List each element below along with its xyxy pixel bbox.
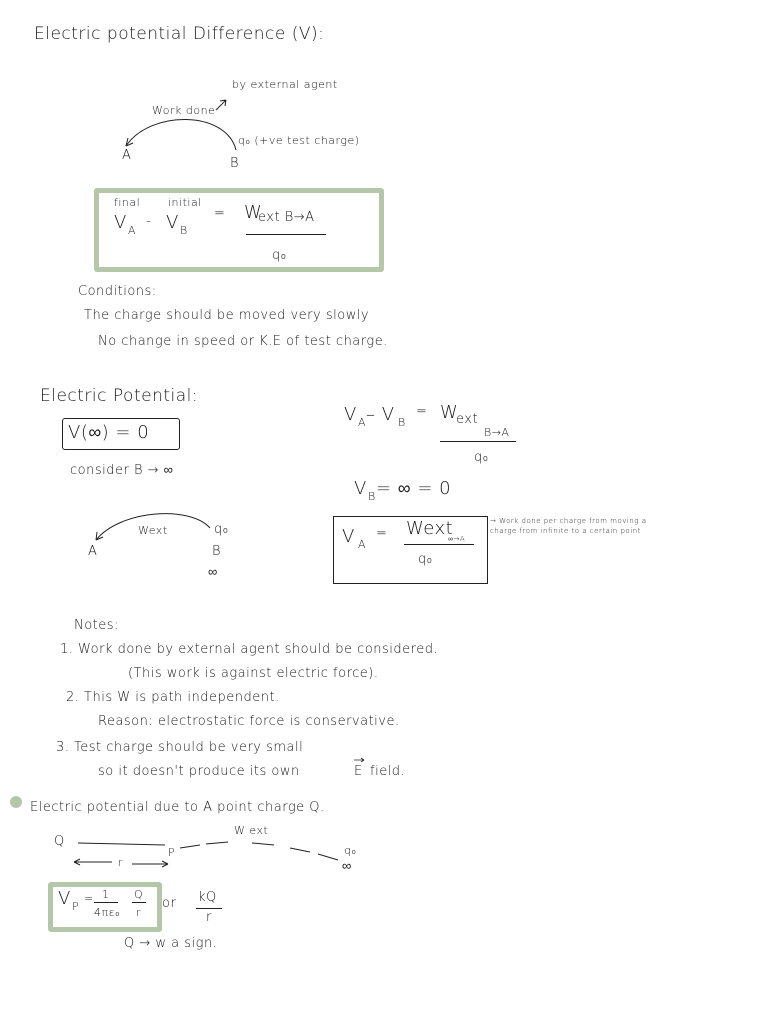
bullet-dot [10,796,22,808]
eq1-w-sub2: B→A [484,426,510,439]
note-1b: (This work is against electric force). [128,666,379,681]
conditions-title: Conditions: [78,284,157,299]
box-fraction-line [404,544,474,545]
diag-wext: Wext [138,524,168,537]
r-denominator: r [136,906,142,919]
kq-denominator: r [206,910,212,925]
eq1-va: V [344,404,357,425]
note-3: 3. Test charge should be very small [56,740,304,755]
note-3d: field. [370,764,406,779]
infinity-label: ∞ [342,859,352,874]
four-pi-eps: 4πε₀ [94,906,120,919]
charge-q-label: Q [54,834,65,849]
sign-note: Q → w a sign. [124,936,218,951]
diag-infinity: ∞ [208,565,218,580]
q0-label: q₀ [344,844,357,857]
minus-sign: - [146,214,152,229]
equals-sign: = [214,206,226,221]
eq1-va-sub: A [358,416,367,429]
point-b-label: B [230,156,240,171]
w-subscript: ext B→A [258,210,315,225]
eq1-den: q₀ [474,450,489,465]
consider-line: consider B → ∞ [70,463,174,478]
diag-point-a: A [88,544,98,559]
w-symbol: W [244,202,263,223]
section-title-potential-difference: Electric potential Difference (V): [34,24,325,44]
kq-fraction-line [196,908,222,909]
vp-subscript: P [72,900,80,913]
eq1-fraction-line [440,441,516,442]
work-done-label: Work done [152,104,216,117]
box-numerator: Wext [406,518,454,539]
external-agent-label: by external agent [232,78,338,91]
notes-title: Notes: [74,618,119,633]
eq1-vb-sub: B [398,416,406,429]
box-denominator: q₀ [418,552,433,567]
condition-2: No change in speed or K.E of test charge. [98,334,388,349]
note-1: 1. Work done by external agent should be considered. [60,642,439,657]
vb-inf-sub: B [368,490,376,503]
vp-symbol: V [58,888,71,909]
vb-subscript: B [180,224,188,237]
box-equals: = [376,526,388,541]
box-numerator-sub: ∞→A [448,535,466,543]
point-p-label: P [168,846,176,859]
section-title-point-charge: Electric potential due to A point charge Q. [30,800,325,815]
note-2b: Reason: electrostatic force is conservative. [98,714,400,729]
vb-inf-rhs: = ∞ = 0 [376,478,452,499]
note-2: 2. This W is path independent. [66,690,280,705]
denominator-q0: q₀ [272,248,287,263]
coulomb-fraction-line [94,902,118,903]
kq-numerator: kQ [198,890,217,905]
wext-label: W ext [234,824,269,837]
vp-equals: = [84,892,94,905]
note-3-e-vector: E [354,764,363,779]
va-subscript: A [128,224,137,237]
point-a-label: A [122,148,132,163]
box-va: V [342,526,355,547]
vinf-equation: V(∞) = 0 [68,422,150,443]
diag-q0: q₀ [214,522,229,537]
eq1-equals: = [416,404,428,419]
va-symbol: V [114,212,127,233]
one-numerator: 1 [102,888,110,901]
box-va-sub: A [358,538,367,551]
diag-point-b: B [212,544,222,559]
final-label: final [114,196,141,209]
test-charge-label: q₀ (+ve test charge) [238,134,360,147]
vb-symbol: V [166,212,179,233]
eq1-w: W [440,402,459,423]
side-note: → Work done per charge from moving a charge from infinite to a certain point [490,517,647,535]
q-fraction-line [132,902,146,903]
condition-1: The charge should be moved very slowly [84,308,370,323]
eq1-w-sub: ext [456,412,479,427]
distance-r-label: r [118,856,124,869]
fraction-line [246,234,326,235]
initial-label: initial [168,196,202,209]
note-3b: so it doesn't produce its own [98,764,300,779]
eq1-minus-vb: – V [366,404,395,425]
or-word: or [162,896,177,911]
q-numerator: Q [134,888,144,901]
section-title-electric-potential: Electric Potential: [40,386,199,406]
vb-inf-v: V [354,478,367,499]
